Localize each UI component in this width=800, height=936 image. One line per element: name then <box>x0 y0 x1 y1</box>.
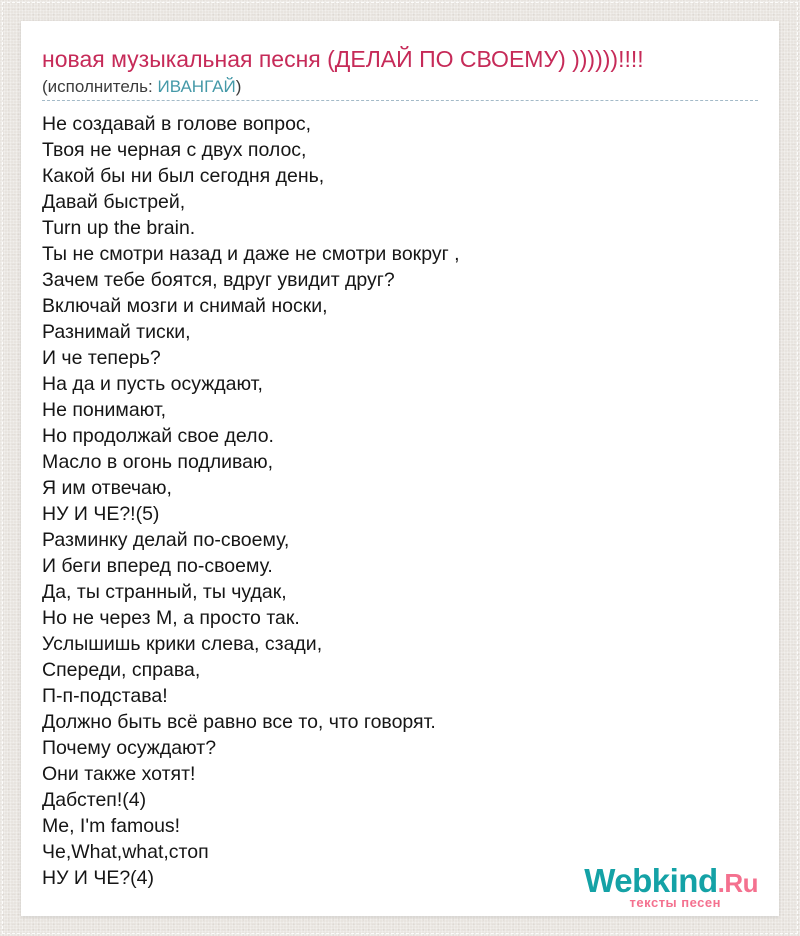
lyric-line: Твоя не черная с двух полос, <box>42 139 307 161</box>
lyric-line: И че теперь? <box>42 347 161 369</box>
artist-suffix: ) <box>235 77 242 96</box>
dashed-separator <box>42 100 758 101</box>
lyric-line: И беги вперед по-своему. <box>42 555 273 577</box>
lyric-line: Но не через М, а просто так. <box>42 607 300 629</box>
lyric-line: Разнимай тиски, <box>42 321 191 343</box>
lyric-line: П-п-подстава! <box>42 685 168 707</box>
lyric-line: Я им отвечаю, <box>42 477 172 499</box>
lyrics-block <box>42 111 758 891</box>
content-card <box>21 21 779 916</box>
lyric-line: Спереди, справа, <box>42 659 201 681</box>
lyric-line: Масло в огонь подливаю, <box>42 451 274 473</box>
lyric-line: Почему осуждают? <box>42 737 217 759</box>
lyric-line: Дабстеп!(4) <box>42 789 147 811</box>
lyric-line: Должно быть всё равно все то, что говорят. <box>42 711 436 733</box>
logo-tagline: тексты песен <box>629 895 721 910</box>
lyric-line: Включай мозги и снимай носки, <box>42 295 328 317</box>
lyric-line: НУ И ЧЕ?(4) <box>42 867 155 889</box>
artist-line <box>42 77 758 97</box>
lyric-line: Не создавай в голове вопрос, <box>42 113 312 135</box>
lyric-line: Какой бы ни был сегодня день, <box>42 165 325 187</box>
lyric-line: Они также хотят! <box>42 763 196 785</box>
lyric-line: Но продолжай свое дело. <box>42 425 274 447</box>
site-logo[interactable] <box>584 864 758 910</box>
artist-link[interactable]: ИВАНГАЙ <box>157 77 236 96</box>
lyric-line: НУ И ЧЕ?!(5) <box>42 503 160 525</box>
lyric-line: Ты не смотри назад и даже не смотри вокруг , <box>42 243 460 265</box>
lyric-line: Че,What,what,стоп <box>42 841 209 863</box>
logo-webkind-text: Webkind <box>584 862 718 899</box>
lyric-line: Услышишь крики слева, сзади, <box>42 633 323 655</box>
lyric-line: Turn up the brain. <box>42 217 196 239</box>
artist-prefix: (исполнитель: <box>42 77 158 96</box>
song-title: новая музыкальная песня (ДЕЛАЙ ПО СВОЕМУ) ))))))!!!! <box>42 46 644 72</box>
lyric-line: Зачем тебе боятся, вдруг увидит друг? <box>42 269 395 291</box>
lyric-line: Давай быстрей, <box>42 191 186 213</box>
lyric-line: Не понимают, <box>42 399 167 421</box>
lyric-line: Разминку делай по-своему, <box>42 529 290 551</box>
logo-ru-text: .Ru <box>717 868 758 898</box>
lyric-line: Me, I'm famous! <box>42 815 181 837</box>
lyric-line: Да, ты странный, ты чудак, <box>42 581 287 603</box>
lyric-line: На да и пусть осуждают, <box>42 373 263 395</box>
